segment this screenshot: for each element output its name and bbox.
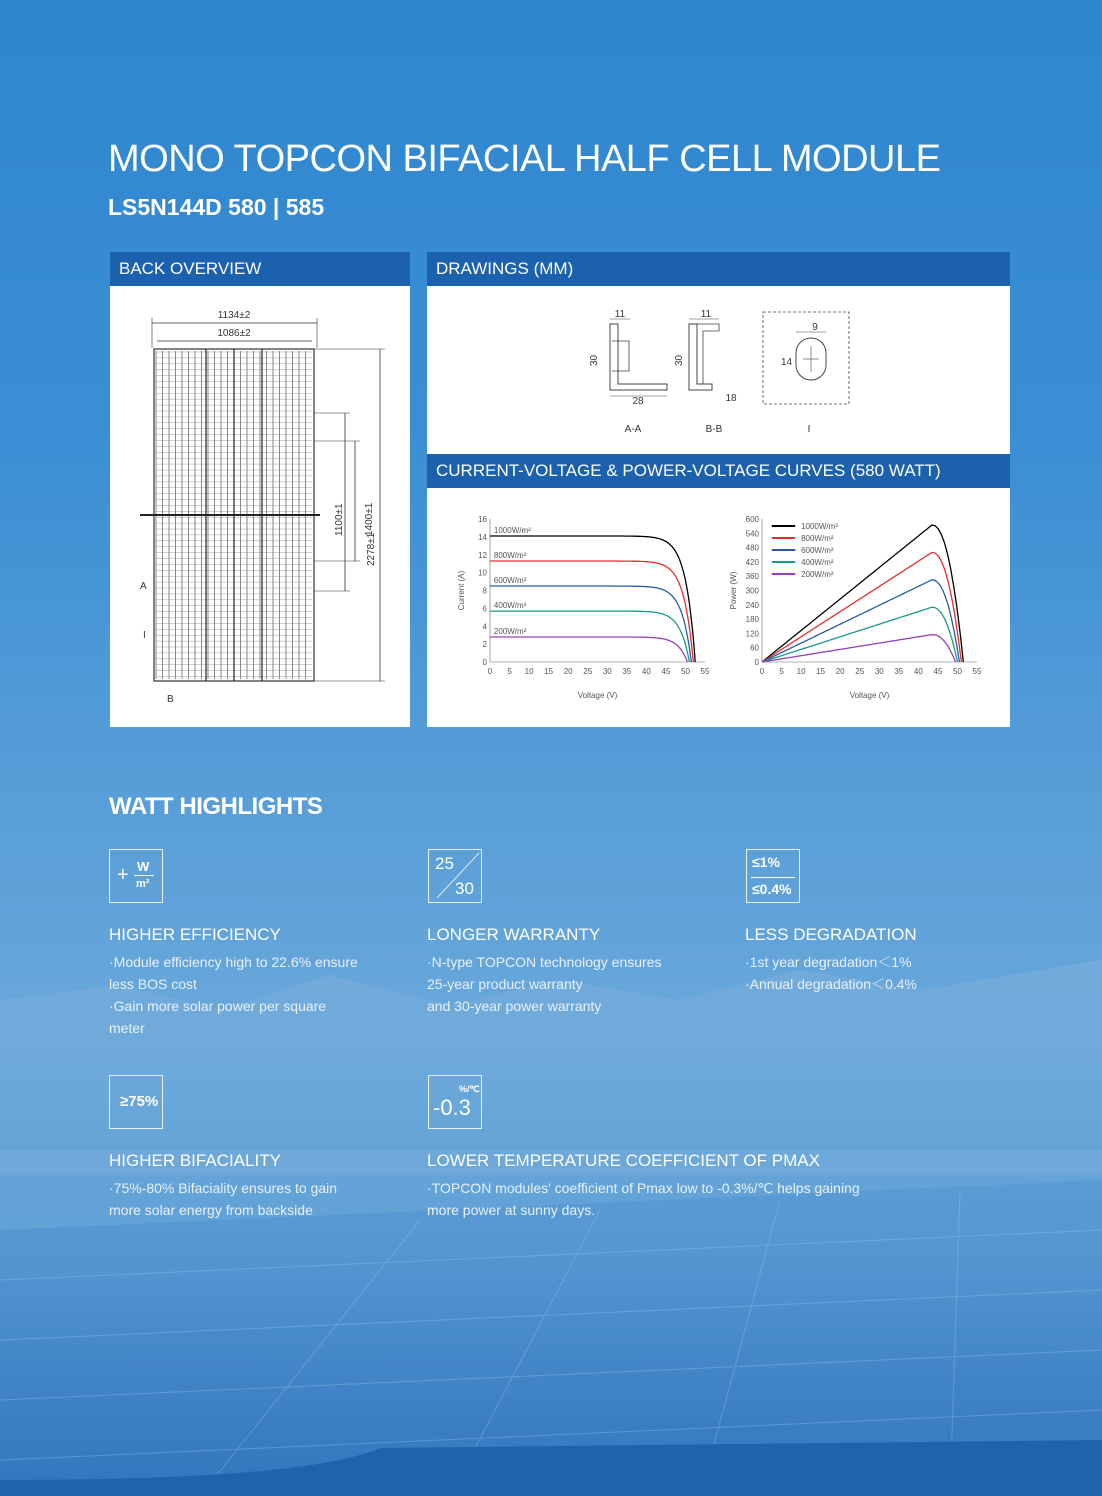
back-overview-panel xyxy=(110,252,410,727)
dim-2278: 2278±1 xyxy=(366,532,377,566)
x-tick-label: 55 xyxy=(972,667,982,676)
pv-curve-chart xyxy=(717,514,1007,714)
efficiency-icon-top: W xyxy=(137,859,150,874)
efficiency-icon-bottom: m² xyxy=(136,878,150,890)
x-tick-label: 25 xyxy=(583,667,593,676)
x-tick-label: 5 xyxy=(779,667,784,676)
desc-line: 25-year product warranty xyxy=(427,976,583,992)
y-tick-label: 540 xyxy=(745,529,759,539)
bb-label: B-B xyxy=(705,424,723,435)
model-number: LS5N144D 580 | 585 xyxy=(108,194,325,220)
page-title: MONO TOPCON BIFACIAL HALF CELL MODULE xyxy=(108,138,941,180)
curves-title: CURRENT-VOLTAGE & POWER-VOLTAGE CURVES (580 WATT) xyxy=(427,454,1010,488)
y-tick-label: 16 xyxy=(478,515,487,524)
warranty-icon-bottom: 30 xyxy=(455,879,474,898)
y-tick-label: 420 xyxy=(745,557,759,567)
dim-inner-width: 1086±2 xyxy=(217,328,251,339)
y-tick-label: 8 xyxy=(482,586,487,596)
x-tick-label: 0 xyxy=(759,667,765,676)
desc-line: ·Annual degradation＜0.4% xyxy=(745,976,918,992)
temperature-icon-top: %/℃ xyxy=(459,1084,480,1094)
warranty-icon-top: 25 xyxy=(435,854,454,873)
dim-outer-width: 1134±2 xyxy=(217,310,251,321)
feature-desc-bifaciality xyxy=(109,1177,337,1221)
bb-side-dim: 30 xyxy=(674,354,685,366)
iv-series-label: 1000W/m² xyxy=(493,525,531,535)
x-tick-label: 15 xyxy=(816,667,826,676)
warranty-icon xyxy=(428,849,482,903)
aa-top-dim: 11 xyxy=(614,309,626,320)
feature-title-bifaciality: HIGHER BIFACIALITY xyxy=(109,1151,281,1170)
y-tick-label: 240 xyxy=(745,600,759,610)
back-overview-title: BACK OVERVIEW xyxy=(110,252,410,286)
x-tick-label: 15 xyxy=(544,667,554,676)
drawings-panel xyxy=(427,252,1010,727)
legend-label: 200W/m² xyxy=(801,570,834,579)
desc-line: ·75%-80% Bifaciality ensures to gain xyxy=(109,1180,338,1196)
aa-side-dim: 30 xyxy=(589,354,600,366)
x-tick-label: 40 xyxy=(913,667,923,676)
y-tick-label: 480 xyxy=(745,543,759,553)
legend-label: 800W/m² xyxy=(801,534,834,543)
feature-title-warranty: LONGER WARRANTY xyxy=(427,925,601,944)
x-tick-label: 0 xyxy=(487,667,493,676)
desc-line: more power at sunny days. xyxy=(427,1202,596,1218)
y-tick-label: 600 xyxy=(745,515,759,524)
x-axis-label: Voltage (V) xyxy=(577,691,618,700)
x-tick-label: 20 xyxy=(563,667,573,676)
i-label: I xyxy=(807,424,811,435)
desc-line: more solar energy from backside xyxy=(109,1202,313,1218)
x-tick-label: 35 xyxy=(622,667,632,676)
highlights-title: WATT HIGHLIGHTS xyxy=(109,793,323,820)
y-tick-label: 60 xyxy=(750,643,759,653)
desc-line: less BOS cost xyxy=(109,976,197,992)
i-side-dim: 14 xyxy=(781,357,793,368)
feature-desc-efficiency xyxy=(109,951,358,1039)
y-tick-label: 120 xyxy=(745,629,759,639)
desc-line: meter xyxy=(109,1020,145,1036)
dim-1400: 1400±1 xyxy=(364,502,375,536)
desc-line: and 30-year power warranty xyxy=(427,998,602,1014)
x-tick-label: 50 xyxy=(953,667,962,676)
x-tick-label: 30 xyxy=(602,667,612,676)
x-tick-label: 10 xyxy=(796,667,806,676)
degradation-icon xyxy=(746,849,800,903)
iv-series-line xyxy=(490,586,691,662)
desc-line: ·Gain more solar power per square xyxy=(109,998,327,1014)
feature-title-temperature: LOWER TEMPERATURE COEFFICIENT OF PMAX xyxy=(427,1151,820,1170)
feature-desc-warranty xyxy=(427,951,661,1017)
x-tick-label: 20 xyxy=(835,667,845,676)
x-axis-label: Voltage (V) xyxy=(849,691,890,700)
x-tick-label: 40 xyxy=(641,667,651,676)
y-axis-label: Power (W) xyxy=(729,571,738,610)
degradation-icon-bottom: ≤0.4% xyxy=(752,881,792,897)
iv-curve-chart xyxy=(447,514,737,714)
x-tick-label: 50 xyxy=(681,667,690,676)
temperature-icon-text: -0.3 xyxy=(433,1095,471,1120)
x-tick-label: 45 xyxy=(661,667,671,676)
bifaciality-icon-text: ≥75% xyxy=(120,1093,159,1110)
feature-desc-temperature xyxy=(427,1177,860,1221)
y-tick-label: 360 xyxy=(745,572,759,582)
y-tick-label: 12 xyxy=(478,550,487,560)
feature-title-degradation: LESS DEGRADATION xyxy=(745,925,917,944)
mark-b: B xyxy=(167,694,174,705)
y-tick-label: 180 xyxy=(745,615,759,625)
legend-label: 600W/m² xyxy=(801,546,834,555)
feature-title-efficiency: HIGHER EFFICIENCY xyxy=(109,925,281,944)
drawings-title: DRAWINGS (MM) xyxy=(427,252,1010,286)
pv-series-line xyxy=(762,580,959,662)
x-tick-label: 30 xyxy=(874,667,884,676)
desc-line: ·N-type TOPCON technology ensures xyxy=(427,954,662,970)
iv-series-label: 800W/m² xyxy=(493,551,527,561)
y-tick-label: 2 xyxy=(482,640,487,650)
iv-series-label: 200W/m² xyxy=(493,626,527,636)
x-tick-label: 55 xyxy=(700,667,710,676)
x-tick-label: 10 xyxy=(524,667,534,676)
frame-section-drawings xyxy=(427,286,1010,454)
mark-a: A xyxy=(140,581,147,592)
dim-1100: 1100±1 xyxy=(334,503,345,536)
degradation-icon-top: ≤1% xyxy=(752,854,780,870)
x-tick-label: 25 xyxy=(855,667,865,676)
y-tick-label: 14 xyxy=(478,532,487,542)
x-tick-label: 5 xyxy=(507,667,512,676)
x-tick-label: 45 xyxy=(933,667,943,676)
bb-top-dim: 11 xyxy=(700,309,712,320)
y-axis-label: Current (A) xyxy=(457,570,466,611)
x-tick-label: 35 xyxy=(894,667,904,676)
mark-i: I xyxy=(143,630,146,641)
legend-label: 400W/m² xyxy=(801,558,834,567)
temperature-icon xyxy=(428,1075,482,1129)
y-tick-label: 300 xyxy=(745,586,759,596)
iv-series-line xyxy=(490,637,687,662)
desc-line: ·1st year degradation＜1% xyxy=(745,954,912,970)
module-back-drawing xyxy=(110,286,410,727)
desc-line: ·Module efficiency high to 22.6% ensure xyxy=(109,954,358,970)
aa-bottom-dim: 28 xyxy=(632,396,644,407)
bifaciality-icon xyxy=(109,1075,163,1129)
legend-label: 1000W/m² xyxy=(801,522,838,531)
bb-bottom-dim: 18 xyxy=(725,393,737,404)
pv-series-line xyxy=(762,525,963,662)
feature-desc-degradation xyxy=(745,951,917,995)
i-top-dim: 9 xyxy=(812,322,818,333)
aa-label: A-A xyxy=(624,424,642,435)
efficiency-icon-plus: + xyxy=(117,864,129,886)
efficiency-icon xyxy=(109,849,163,903)
y-tick-label: 0 xyxy=(482,658,487,667)
iv-series-label: 600W/m² xyxy=(493,576,527,586)
desc-line: ·TOPCON modules' coefficient of Pmax low to -0.3%/℃ helps gaining xyxy=(427,1180,860,1196)
y-tick-label: 4 xyxy=(482,622,487,632)
y-tick-label: 0 xyxy=(754,658,759,667)
y-tick-label: 6 xyxy=(482,604,487,614)
iv-series-label: 400W/m² xyxy=(493,601,527,611)
y-tick-label: 10 xyxy=(478,568,487,578)
